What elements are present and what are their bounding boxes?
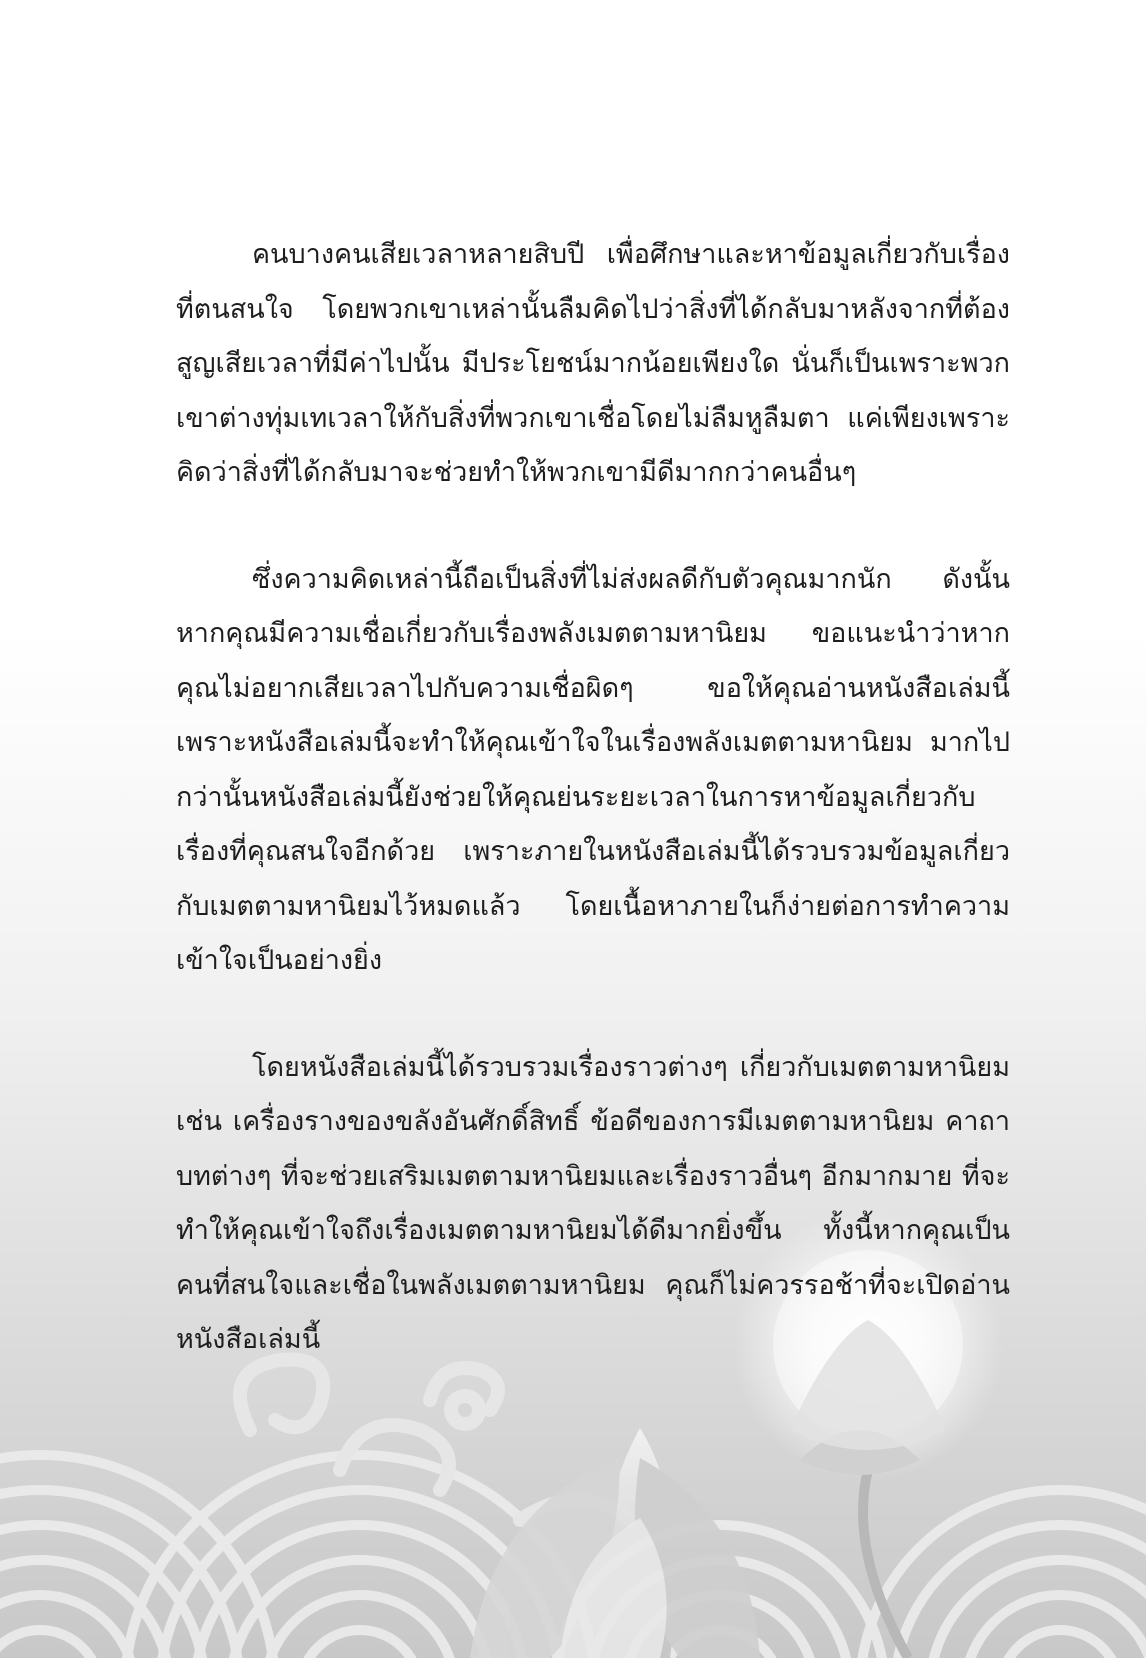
paragraph-3: โดยหนังสือเล่มนี้ได้รวบรวมเรื่องราวต่างๆ เกี่ยวกับเมตตามหานิยม เช่น เครื่องรางของขลังอันศักดิ์สิทธิ์ ข้อดีของการมีเมตตามหานิยม คาถาบทต่างๆ ที่จะช่วยเสริมเมตตามหานิยมและเรื่องราวอื่นๆ อีกมากมาย ที่จะทำให้คุณเข้าใจถึงเรื่องเมตตามหานิยมได้ดีมากยิ่งขึ้น ทั้งนี้หากคุณเป็นคนที่สนใจและเชื่อในพลังเมตตามหานิยม คุณก็ไม่ควรรอช้าที่จะเปิดอ่านหนังสือเล่มนี้: [176, 1051, 1010, 1355]
page-body-text: [176, 228, 1010, 1368]
paragraph-1: คนบางคนเสียเวลาหลายสิบปี เพื่อศึกษาและหาข้อมูลเกี่ยวกับเรื่องที่ตนสนใจ โดยพวกเขาเหล่านั้นลืมคิดไปว่าสิ่งที่ได้กลับมาหลังจากที่ต้องสูญเสียเวลาที่มีค่าไปนั้น มีประโยชน์มากน้อยเพียงใด นั่นก็เป็นเพราะพวกเขาต่างทุ่มเทเวลาให้กับสิ่งที่พวกเขาเชื่อโดยไม่ลืมหูลืมตา แค่เพียงเพราะคิดว่าสิ่งที่ได้กลับมาจะช่วยทำให้พวกเขามีดีมากกว่าคนอื่นๆ: [176, 239, 1010, 488]
lotus-flower: [470, 1428, 760, 1658]
paragraph-2: ซึ่งความคิดเหล่านี้ถือเป็นสิ่งที่ไม่ส่งผลดีกับตัวคุณมากนัก ดังนั้นหากคุณมีความเชื่อเกี่ยวกับเรื่องพลังเมตตามหานิยม ขอแนะนำว่าหากคุณไม่อยากเสียเวลาไปกับความเชื่อผิดๆ ขอให้คุณอ่านหนังสือเล่มนี้เพราะหนังสือเล่มนี้จะทำให้คุณเข้าใจในเรื่องพลังเมตตามหานิยม มากไปกว่านั้นหนังสือเล่มนี้ยังช่วยให้คุณย่นระยะเวลาในการหาข้อมูลเกี่ยวกับเรื่องที่คุณสนใจอีกด้วย เพราะภายในหนังสือเล่มนี้ได้รวบรวมข้อมูลเกี่ยวกับเมตตามหานิยมไว้หมดแล้ว โดยเนื้อหาภายในก็ง่ายต่อการทำความเข้าใจเป็นอย่างยิ่ง: [176, 563, 1010, 976]
